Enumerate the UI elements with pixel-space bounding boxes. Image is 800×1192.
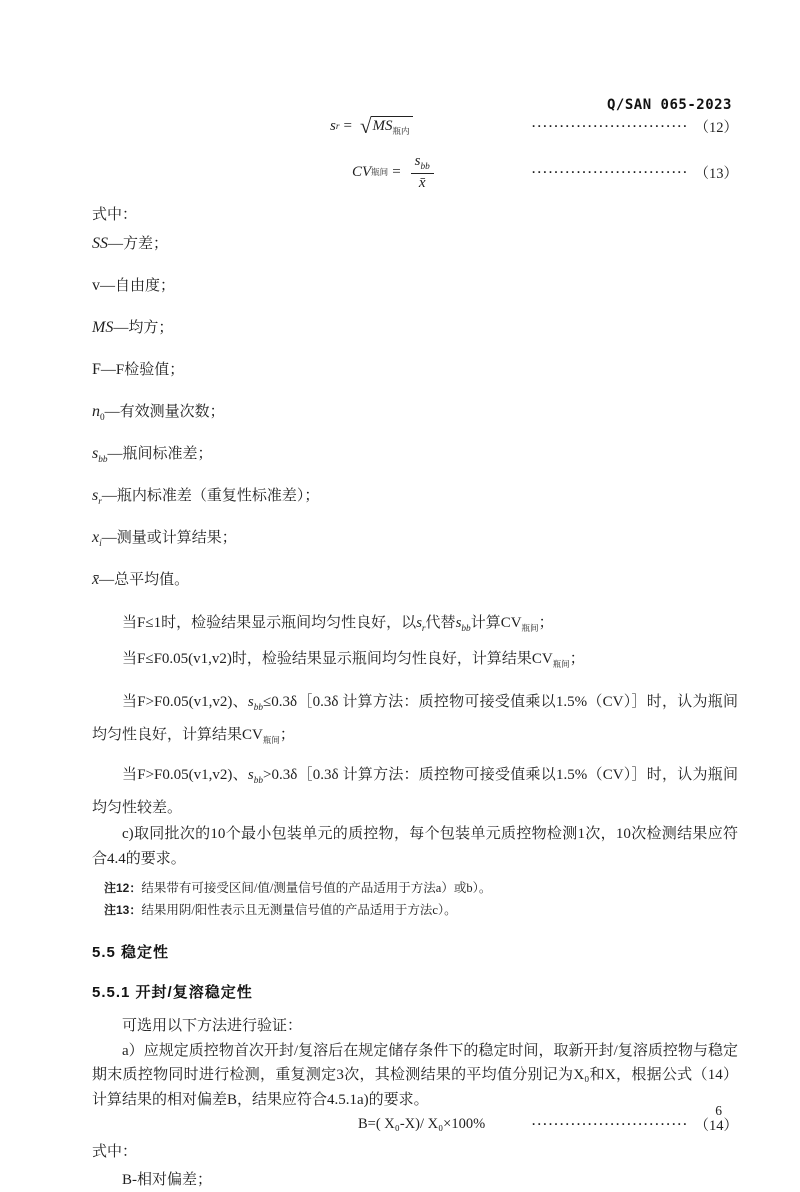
symbol-definition: SS—方差； (92, 234, 169, 252)
symbol-definition: $n_0—$有效测量次数； (92, 402, 225, 423)
formula-12 (92, 116, 738, 137)
dotted-leader: ···························· (531, 119, 689, 133)
formula-intro: 式中： (92, 206, 138, 223)
page-number: 6 (715, 1103, 722, 1118)
body-paragraph: B-相对偏差； (122, 1172, 213, 1189)
symbol-definition: $x_i—$测量或计算结果； (92, 528, 237, 549)
dotted-leader: ···························· (531, 164, 689, 179)
symbol-definition: v—自由度； (92, 276, 176, 294)
symbol-definition: $s_r—$瓶内标准差（重复性标准差）； (92, 486, 320, 507)
body-paragraph: a）应规定质控物首次开封/复溶后在规定储存条件下的稳定时间，取新开封/复溶质控物与稳定期末质控物同时进行检测，重复测定3次，其检测结果的平均值分别记为X₀和X，根据公式（14）计算结果的相对偏差B，结果应符合4.5.1a)的要求。 (92, 1042, 738, 1108)
formula-12-body: s r = √ $MS_{瓶内}$ (330, 116, 413, 137)
section-heading-5-5: 5.5 稳定性 (92, 943, 170, 961)
sqrt-sign: √ (359, 114, 372, 138)
symbol-definition: $s_{bb}—$瓶间标准差； (92, 444, 213, 465)
formula-intro: 式中： (92, 1144, 138, 1161)
equation-number-14: （14） (694, 1118, 738, 1135)
sqrt-radicand: $MS_{瓶内}$ (371, 116, 413, 137)
notes-block (92, 877, 738, 921)
note-13: 注13：结果用阴/阳性表示且无测量信号值的产品适用于方法c）。 (104, 902, 457, 917)
page-content (92, 0, 738, 1192)
body-paragraph: 当F≤1时，检验结果显示瓶间均匀性良好，以$s_r$代替$s_{bb}$计算$CV_{瓶间}$； (122, 614, 554, 634)
body-paragraph: 当F>F0.05(v1,v2)、$s_{bb}\le 0.3\delta[0.3\delta$ 计算方法：质控物可接受值乘以1.5%（CV）］时，认为瓶间均匀性良好，计算结果$CV_{瓶间}$； (92, 693, 738, 745)
fraction: $\frac{s_{bb}}{x̄}$ (411, 153, 434, 192)
body-paragraph: 当F>F0.05(v1,v2)、$s_{bb}>0.3\delta[0.3\delta$ 计算方法：质控物可接受值乘以1.5%（CV）］时，认为瓶间均匀性较差。 (92, 766, 738, 816)
formula-14-body: B=( X₀-X)/ X₀×100% (358, 1116, 486, 1133)
body-paragraph: 可选用以下方法进行验证： (122, 1017, 303, 1034)
equation-number-12: （12） (694, 120, 738, 136)
doc-number: Q/SAN 065-2023 (606, 97, 732, 113)
body-paragraph: c)取同批次的10个最小包装单元的质控物，每个包装单元质控物检测1次，10次检测结果应符合4.4的要求。 (92, 825, 738, 867)
formula-14 (92, 1114, 738, 1135)
symbol-definition: MS—均方； (92, 318, 174, 336)
body-paragraph: 当F≤F0.05(v1,v2)时，检验结果显示瓶间均匀性良好，计算结果$CV_{瓶间}$； (122, 650, 585, 669)
equation-number-13: （13） (694, 165, 738, 182)
formula-13 (92, 153, 738, 192)
note-12: 注12：结果带有可接受区间/值/测量信号值的产品适用于方法a）或b）。 (104, 880, 492, 895)
section-heading-5-5-1: 5.5.1 开封/复溶稳定性 (92, 983, 253, 1001)
symbol-definitions (92, 232, 738, 598)
symbol-definition: x̄—总平均值。 (92, 570, 190, 588)
formula-13-body: CV 瓶间 = $\frac{s_{bb}}{x̄}$ (352, 153, 434, 192)
symbol-definition: F—F检验值； (92, 360, 185, 378)
dotted-leader: ···························· (531, 1117, 689, 1132)
